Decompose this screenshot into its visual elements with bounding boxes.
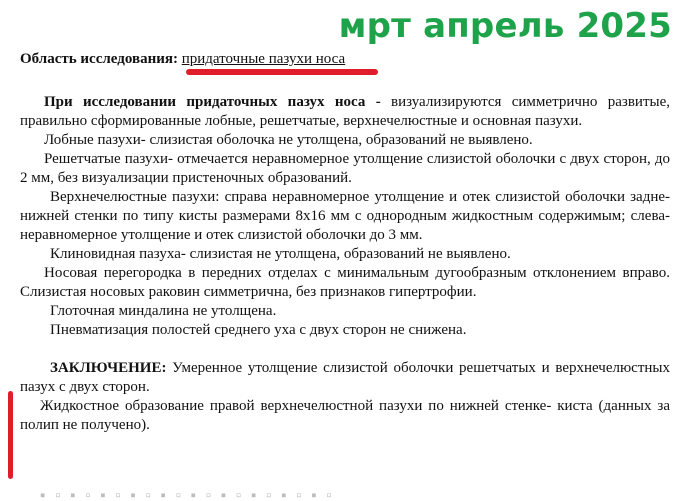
conclusion-label: ЗАКЛЮЧЕНИЕ: [50,360,167,376]
study-area-value: придаточные пазухи носа [181,51,346,67]
conclusion-text: Умеренное утолщение слизистой оболочки решетчатых и верхнечелюстных пазух с двух сторон. [20,360,670,395]
maxillary-sinus-paragraph: Верхнечелюстные пазухи: справа неравномерное утолщение и отек слизистой оболочки задне-нижней стенки по типу кисты размерами 8х16 мм с однородным жидкостным содержимым; слева- неравномерное утолщение и отек слизистой оболочки до 3 мм. [20,189,670,243]
intro-bold: При исследовании придаточных пазух носа - [44,94,381,110]
conclusion-cyst-paragraph: Жидкостное образование правой верхнечелюстной пазухи по нижней стенке- киста (данных за полип не получено). [20,398,670,433]
intro-paragraph [20,93,670,131]
overlay-date-title: мрт апрель 2025 [338,6,672,46]
frontal-sinus-paragraph: Лобные пазухи- слизистая оболочка не утолщена, образований не выявлено. [44,132,533,148]
red-margin-mark-annotation [8,391,13,479]
study-area-line [20,50,670,69]
cut-off-text-line: ▪ ▫ ▪ ▫ ▪ ▫ ▪ ▫ ▪ ▫ ▪ ▫ ▪ ▫ ▪ ▫ ▪ ▫ ▪ ▫ [40,488,335,501]
conclusion-paragraph [20,359,670,397]
pharyngeal-tonsil-paragraph: Глоточная миндалина не утолщена. [50,303,277,319]
middle-ear-paragraph: Пневматизация полостей среднего уха с двух сторон не снижена. [50,322,467,338]
nasal-septum-paragraph: Носовая перегородка в передних отделах с минимальным дугообразным отклонением вправо. Слизистая носовых раковин симметрична, без признаков гипертрофии. [20,265,670,300]
sphenoid-sinus-paragraph: Клиновидная пазуха- слизистая не утолщена, образований не выявлено. [50,246,511,262]
section-gap [20,340,670,359]
mri-report-document [20,50,670,435]
intro-text: визуализируются симметрично развитые, правильно сформированные лобные, решетчатые, верхнечелюстные и основная пазухи. [20,94,670,129]
ethmoid-sinus-paragraph: Решетчатые пазухи- отмечается неравномерное утолщение слизистой оболочки с двух сторон, до 2 мм, без визуализации пристеночных образований. [20,151,670,186]
study-area-label: Область исследования: [20,51,178,67]
